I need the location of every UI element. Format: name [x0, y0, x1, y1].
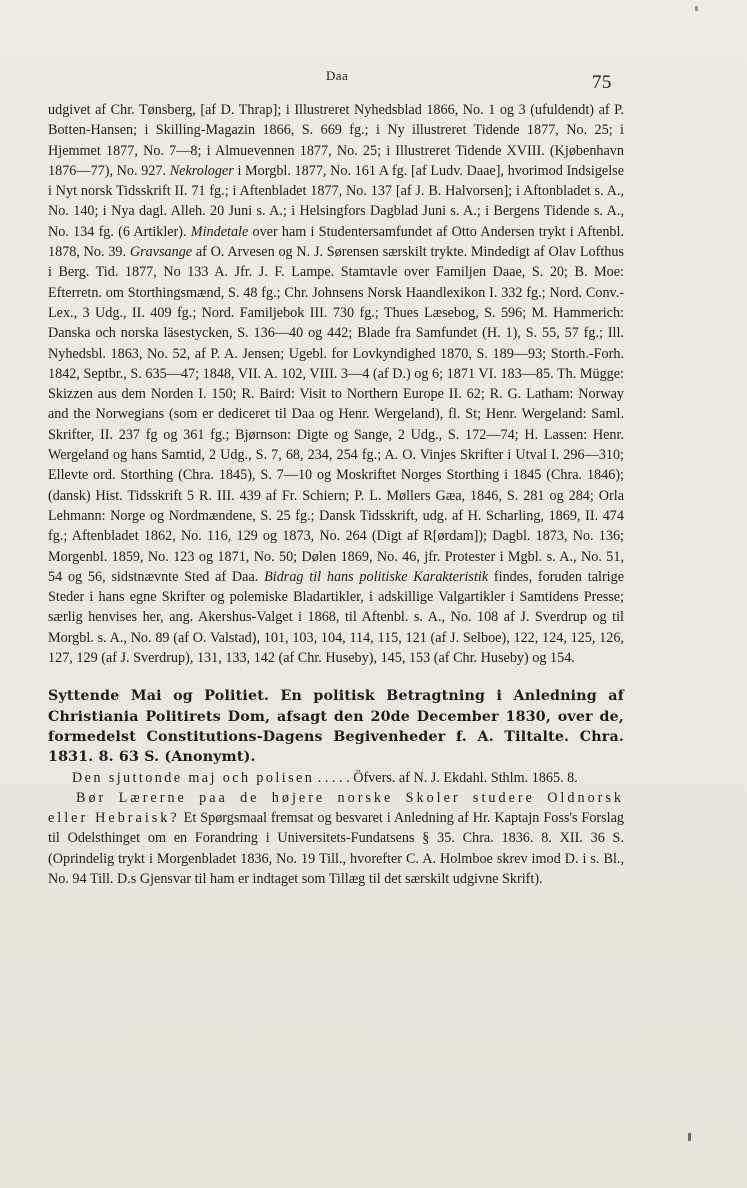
work-details: Et Spørgsmaal fremsat og besvaret i Anledning af Hr. Kaptajn Foss's Forslag til Odelsthinget om en Forandring i Universitets-Fundatsens § 35. Chra. 1836. 8. XII. 36 S. (Oprindelig trykt i Morgenbladet 1836, No. 19 Till., hvorefter C. A. Holmboe skrev imod D. i s. Bl., No. 94 Till. D.s Gjensvar til ham er indtaget som Tillæg til det særskilt udgivne Skrift).: [48, 810, 624, 887]
italic-term-nekrologer: Nekrologer: [169, 162, 234, 179]
italic-term-mindetale: Mindetale: [190, 223, 249, 240]
edge-mark: [695, 6, 698, 11]
bibliography-text: findes, foruden talrige Steder i hans egne Skrifter og polemiske Bladartikler, i adskillige Valgartikler i Samtidens Presse; særlig henvises her, ang. Akershus-Valget i 1868, til Aftenbl. s. A., No. 108 af J. Sverdrup og til Morgbl. s. A., No. 89 (af O. Valstad), 101, 103, 104, 114, 115, 121 (af J. Selboe), 122, 124, 125, 126, 127, 129 (af J. Sverdrup), 131, 133, 142 (af Chr. Huseby), 145, 153 (af Chr. Huseby) og 154.: [48, 568, 625, 667]
page-body: [48, 100, 624, 889]
work-entry-syttende-mai: [48, 686, 624, 787]
page-number: 75: [592, 72, 612, 93]
header-title: Daa: [326, 68, 349, 83]
margin-mark: [688, 1133, 691, 1141]
spaced-work-title: Bør Lærerne paa de højere norske Skoler studere Oldnorsk eller Hebraisk?: [48, 789, 624, 827]
bibliography-text: udgivet af Chr. Tønsberg, [af D. Thrap]; i Illustreret Nyhedsblad 1866, No. 1 og 3 (ufuldendt) af P. Botten-Hansen; i Skilling-Magazin 1866, S. 669 fg.; i Ny illustreret Tidende 1877, No. 25; i Hjemmet 1877, No. 7—8; i Almuevennen 1877, No. 25; i Illustreret Tidende XVIII. (Kjøbenhavn 1876—77), No. 927.: [48, 102, 624, 179]
translation-title: Den sjuttonde maj och polisen: [72, 769, 315, 786]
bibliography-text: i Morgbl. 1877, No. 161 A fg. [af Ludv. Daae], hvorimod Indsigelse i Nyt norsk Tidsskrift II. 71 fg.; i Aftenbladet 1877, No. 137 [af J. B. Halvorsen]; i Aftonbladet s. A., No. 140; i Nya dagl. Alleh. 20 Juni s. A.; i Helsingfors Dagblad Juni s. A.; i Bergens Tidende s. A., No. 134 fg. (6 Artikler).: [48, 162, 624, 240]
translation-details: . . . . . Öfvers. af N. J. Ekdahl. Sthlm. 1865. 8.: [314, 769, 578, 786]
fraktur-work-title: Syttende Mai og Politiet. En politisk Betragtning i Anledning af Christiania Politirets Dom, afsagt den 20de December 1830, over de, formedelst Constitutions-Dagens Begivenheder f. A. Tiltalte. Chra. 1831. 8. 63 S. (Anonymt).: [48, 688, 624, 766]
bibliography-text: over ham i Studentersamfundet af Otto Andersen trykt i Aftenbl. 1878, No. 39.: [48, 223, 625, 261]
italic-term-gravsange: Gravsange: [129, 244, 193, 261]
bibliography-text: af O. Arvesen og N. J. Sørensen særskilt trykte. Mindedigt af Olav Lofthus i Berg. Tid. 1877, No 133 A. Jfr. J. F. Lampe. Stamtavle over Familjen Daae, S. 20; B. Moe: Efterretn. om Storthingsmænd, S. 48 fg.; Chr. Johnsens Norsk Haandlexikon I. 332 fg.; Nord. Conv.-Lex., 3 Udg., II. 409 fg.; Nord. Familjebok III. 730 fg.; Thues Læsebog, S. 596; M. Hammerich: Danska och norska läsestycken, S. 136—40 og 442; Blade fra Samfundet (H. 1), S. 55, 57 fg.; Ill. Nyhedsbl. 1863, No. 52, af P. A. Jensen; Ugebl. for Lovkyndighed 1870, S. 189—93; Storth.-Forh. 1842, Septbr., S. 635—47; 1848, VII. A. 102, VIII. 3—4 (af D.) og 6; 1871 VI. 183—85. Th. Mügge: Skizzen aus dem Norden I. 150; R. Baird: Visit to Northern Europe II. 62; R. G. Latham: Norway and the Norwegians (som er dediceret til Daa og Henr. Wergeland), fl. St; Henr. Wergeland: Saml. Skrifter, II. 237 fg og 361 fg.; Bjørnson: Digte og Sange, 2 Udg., S. 172—74; H. Lassen: Henr. Wergeland og hans Samtid, 2 Udg., S. 7, 68, 234, 254 fg.; A. O. Vinjes Skrifter i Utval I. 296—310; Ellevte ord. Storthing (Chra. 1845), S. 7—10 og Moskriftet Norges Storthing i 1845 (Chra. 1846); (dansk) Hist. Tidsskrift 5 R. III. 439 af Fr. Schiern; P. L. Møllers Gæa, 1846, S. 281 og 284; Orla Lehmann: Norge og Nordmændene, S. 25 fg.; Dansk Tidsskrift, udg. af H. Scharling, 1869, II. 474 fg.; Aftenbladet 1862, No. 116, 129 og 1873, No. 264 (Digt af R[ørdam]); Dagbl. 1873, No. 136; Morgenbl. 1859, No. 123 og 1871, No. 50; Dølen 1869, No. 46, jfr. Protester i Mgbl. s. A., No. 51, 54 og 56, sidstnævnte Sted af Daa.: [48, 244, 625, 585]
italic-term-bidrag: Bidrag til hans politiske Karakteristik: [264, 568, 489, 585]
work-entry-oldnorsk: [48, 788, 624, 889]
bibliography-paragraph: [48, 100, 624, 668]
